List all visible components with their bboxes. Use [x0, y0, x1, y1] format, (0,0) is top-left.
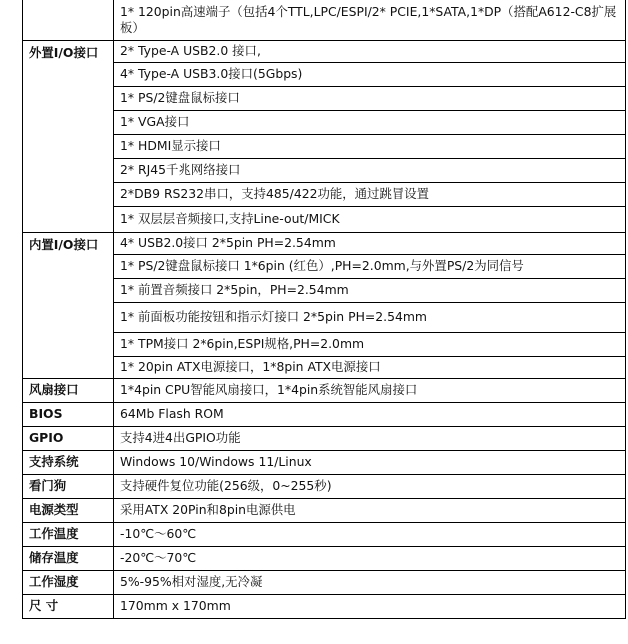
spec-table-body [23, 0, 626, 618]
spec-row [23, 426, 626, 450]
spec-row [23, 356, 626, 378]
spec-value: 64Mb Flash ROM [114, 402, 626, 426]
spec-row [23, 450, 626, 474]
spec-value: 2* Type-A USB2.0 接口, [114, 40, 626, 62]
spec-value: 1* 20pin ATX电源接口，1*8pin ATX电源接口 [114, 356, 626, 378]
spec-value: 1* HDMI显示接口 [114, 134, 626, 158]
spec-value: 1* 前面板功能按钮和指示灯接口 2*5pin PH=2.54mm [114, 302, 626, 332]
spec-label: 电源类型 [23, 498, 114, 522]
spec-label: 外置I/O接口 [23, 40, 114, 232]
spec-label: 工作温度 [23, 522, 114, 546]
spec-value: 1* PS/2键盘鼠标接口 [114, 86, 626, 110]
spec-value: 支持硬件复位功能(256级，0~255秒) [114, 474, 626, 498]
spec-value: 1* TPM接口 2*6pin,ESPI规格,PH=2.0mm [114, 332, 626, 356]
spec-value: 2* RJ45千兆网络接口 [114, 158, 626, 182]
spec-row [23, 594, 626, 618]
spec-row [23, 40, 626, 62]
spec-row [23, 474, 626, 498]
spec-value: 1* PS/2键盘鼠标接口 1*6pin (红色）,PH=2.0mm,与外置PS/2为同信号 [114, 254, 626, 278]
spec-label: 看门狗 [23, 474, 114, 498]
spec-row [23, 134, 626, 158]
spec-value: 4* USB2.0接口 2*5pin PH=2.54mm [114, 232, 626, 254]
spec-row [23, 86, 626, 110]
spec-value: 1* 120pin高速端子（包括4个TTL,LPC/ESPI/2* PCIE,1*SATA,1*DP（搭配A612-C8扩展板） [114, 0, 626, 40]
spec-row [23, 206, 626, 232]
spec-row [23, 402, 626, 426]
spec-row [23, 378, 626, 402]
spec-label: 内置I/O接口 [23, 232, 114, 378]
spec-label: BIOS [23, 402, 114, 426]
spec-value: 4* Type-A USB3.0接口(5Gbps) [114, 62, 626, 86]
spec-row [23, 332, 626, 356]
spec-value: Windows 10/Windows 11/Linux [114, 450, 626, 474]
spec-value: -10℃～60℃ [114, 522, 626, 546]
spec-value: 1* 双层层音频接口,支持Line-out/MICK [114, 206, 626, 232]
spec-row [23, 498, 626, 522]
spec-label: 支持系统 [23, 450, 114, 474]
spec-row [23, 182, 626, 206]
spec-label: 风扇接口 [23, 378, 114, 402]
spec-value: 支持4进4出GPIO功能 [114, 426, 626, 450]
spec-row [23, 546, 626, 570]
spec-row [23, 62, 626, 86]
spec-label: GPIO [23, 426, 114, 450]
spec-row [23, 570, 626, 594]
spec-label [23, 0, 114, 40]
spec-value: 1* VGA接口 [114, 110, 626, 134]
spec-value: 1* 前置音频接口 2*5pin，PH=2.54mm [114, 278, 626, 302]
spec-row [23, 522, 626, 546]
spec-value: 170mm x 170mm [114, 594, 626, 618]
spec-value: -20℃～70℃ [114, 546, 626, 570]
spec-label: 工作湿度 [23, 570, 114, 594]
spec-row [23, 278, 626, 302]
spec-label: 储存温度 [23, 546, 114, 570]
spec-value: 采用ATX 20Pin和8pin电源供电 [114, 498, 626, 522]
spec-row [23, 302, 626, 332]
spec-value: 1*4pin CPU智能风扇接口，1*4pin系统智能风扇接口 [114, 378, 626, 402]
spec-row [23, 232, 626, 254]
spec-table [22, 0, 626, 619]
spec-value: 5%-95%相对湿度,无冷凝 [114, 570, 626, 594]
spec-row [23, 158, 626, 182]
spec-row [23, 254, 626, 278]
spec-row [23, 110, 626, 134]
spec-row [23, 0, 626, 40]
spec-label: 尺 寸 [23, 594, 114, 618]
spec-value: 2*DB9 RS232串口，支持485/422功能，通过跳冒设置 [114, 182, 626, 206]
